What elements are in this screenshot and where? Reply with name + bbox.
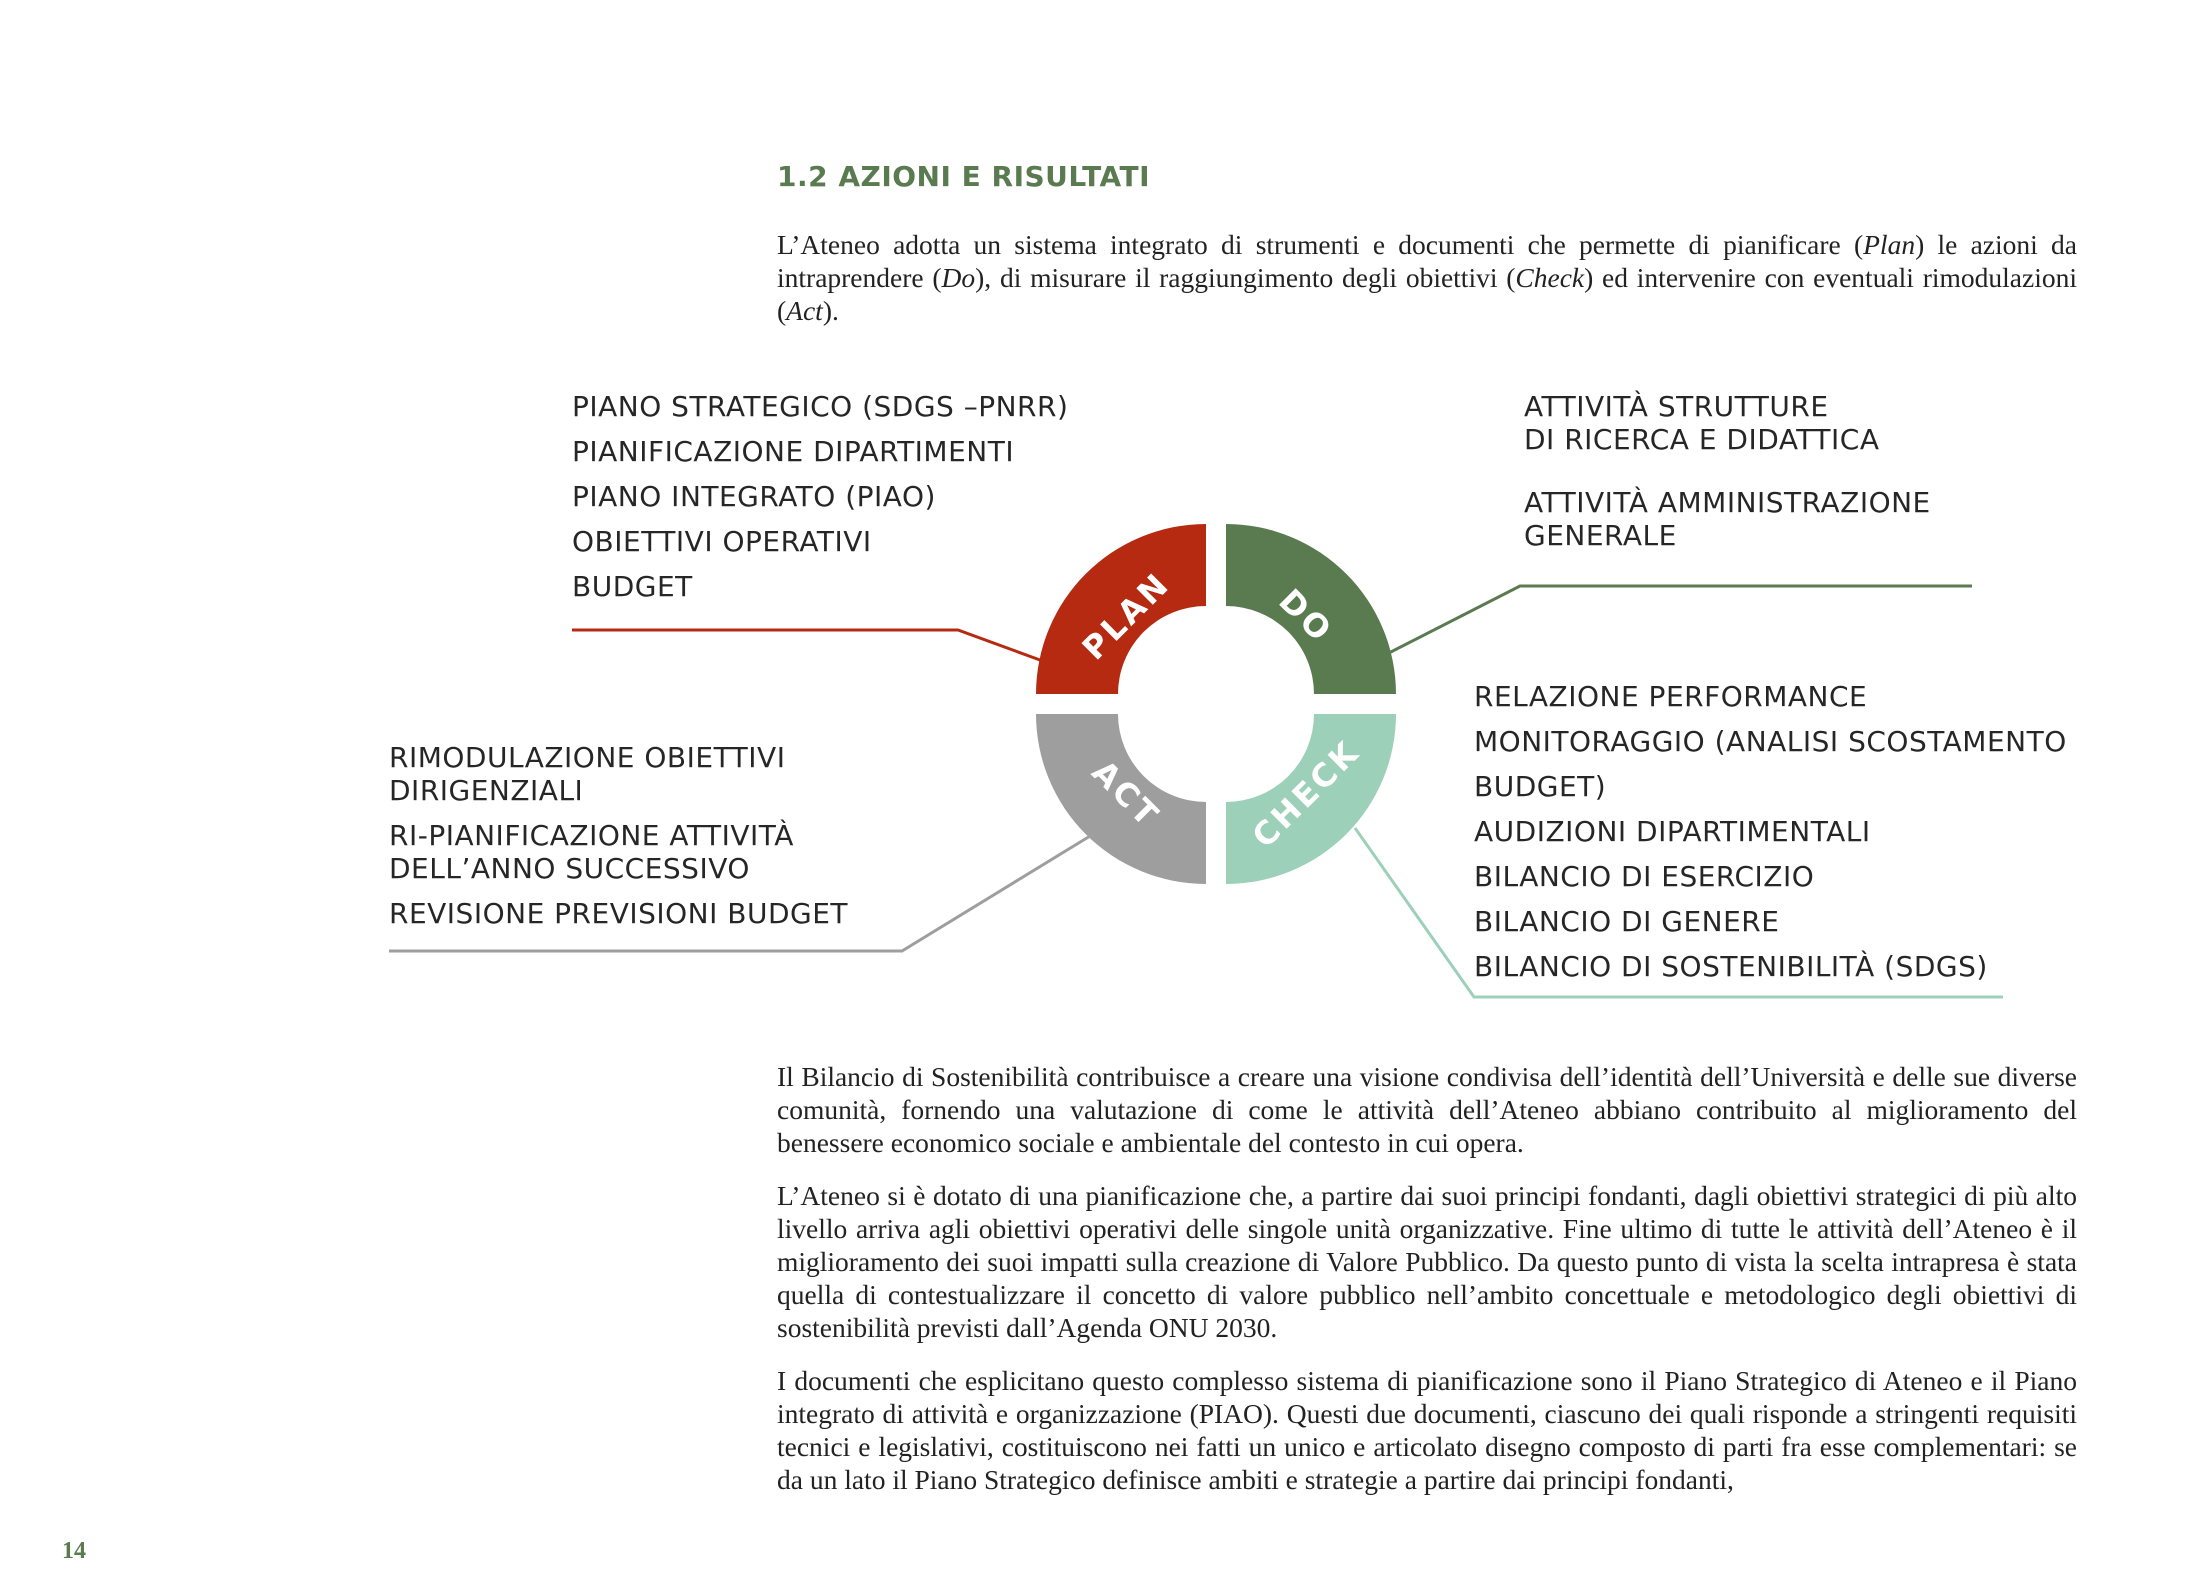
act-item: RIMODULAZIONE OBIETTIVI	[389, 741, 786, 774]
intro-paragraph: L’Ateneo adotta un sistema integrato di strumenti e documenti che permette di pianificare (Plan) le azioni da intraprendere (Do), di misurare il raggiungimento degli obiettivi (Check) ed intervenire con eventuali rimodulazioni (Act).	[777, 229, 2077, 326]
section-title: 1.2 AZIONI E RISULTATI	[777, 160, 1151, 193]
do-items-list	[1524, 390, 1931, 564]
plan-item: BUDGET	[572, 570, 693, 603]
check-item: BILANCIO DI SOSTENIBILITÀ (SDGS)	[1474, 950, 1988, 983]
check-item: BILANCIO DI GENERE	[1474, 905, 1780, 938]
body-text	[777, 1060, 2077, 1516]
do-item: GENERALE	[1524, 519, 1677, 552]
body-paragraph: I documenti che esplicitano questo complesso sistema di pianificazione sono il Piano Strategico di Ateneo e il Piano integrato di attività e organizzazione (PIAO). Questi due documenti, ciascuno dei quali risponde a stringenti requisiti tecnici e legislativi, costituiscono nei fatti un unico e articolato disegno composto di parti fra esse complementari: se da un lato il Piano Strategico definisce ambiti e strategie a partire dai principi fondanti,	[777, 1365, 2077, 1495]
check-item: BILANCIO DI ESERCIZIO	[1474, 860, 1815, 893]
act-items-list	[389, 741, 848, 942]
check-items-list	[1474, 680, 2067, 995]
plan-item: PIANIFICAZIONE DIPARTIMENTI	[572, 435, 1015, 468]
act-item: DELL’ANNO SUCCESSIVO	[389, 852, 750, 885]
check-term: Check	[1515, 262, 1585, 293]
plan-label: PLAN	[1074, 564, 1178, 668]
plan-item: PIANO INTEGRATO (PIAO)	[572, 480, 936, 513]
do-item: ATTIVITÀ AMMINISTRAZIONE	[1524, 486, 1931, 519]
do-label: DO	[1271, 581, 1341, 651]
plan-term: Plan	[1863, 229, 1916, 260]
plan-item: OBIETTIVI OPERATIVI	[572, 525, 872, 558]
act-term: Act	[786, 295, 823, 326]
do-item: ATTIVITÀ STRUTTURE	[1524, 390, 1829, 423]
check-item: BUDGET)	[1474, 770, 1607, 803]
body-paragraph: L’Ateneo si è dotato di una pianificazione che, a partire dai suoi principi fondanti, dagli obiettivi strategici di più alto livello arriva agli obiettivi operativi delle singole unità organizzative. Fine ultimo di tutte le attività dell’Ateneo è il miglioramento dei suoi impatti sulla creazione di Valore Pubblico. Da questo punto di vista la scelta intrapresa è stata quella di contestualizzare il concetto di valore pubblico nell’ambito concettuale e metodologico degli obiettivi di sostenibilità previsti dall’Agenda ONU 2030.	[777, 1180, 2077, 1343]
check-item: RELAZIONE PERFORMANCE	[1474, 680, 1868, 713]
check-item: AUDIZIONI DIPARTIMENTALI	[1474, 815, 1871, 848]
body-paragraph: Il Bilancio di Sostenibilità contribuisce a creare una visione condivisa dell’identità dell’Università e delle sue diverse comunità, fornendo una valutazione di come le attività dell’Ateneo abbiano contribuito al miglioramento del benessere economico sociale e ambientale del contesto in cui opera.	[777, 1061, 2077, 1158]
page-number: 14	[62, 1538, 86, 1564]
plan-leader-line	[572, 630, 1040, 660]
act-item: REVISIONE PREVISIONI BUDGET	[389, 897, 849, 930]
check-item: MONITORAGGIO (ANALISI SCOSTAMENTO	[1474, 725, 2067, 758]
act-label: ACT	[1084, 752, 1168, 836]
do-item: DI RICERCA E DIDATTICA	[1524, 423, 1880, 456]
do-leader-line	[1385, 586, 1972, 655]
check-label: CHECK	[1244, 732, 1368, 856]
act-item: DIRIGENZIALI	[389, 774, 584, 807]
plan-items-list	[572, 390, 1068, 615]
act-item: RI-PIANIFICAZIONE ATTIVITÀ	[389, 819, 794, 852]
do-term: Do	[941, 262, 976, 293]
plan-item: PIANO STRATEGICO (SDGS –PNRR)	[572, 390, 1069, 423]
